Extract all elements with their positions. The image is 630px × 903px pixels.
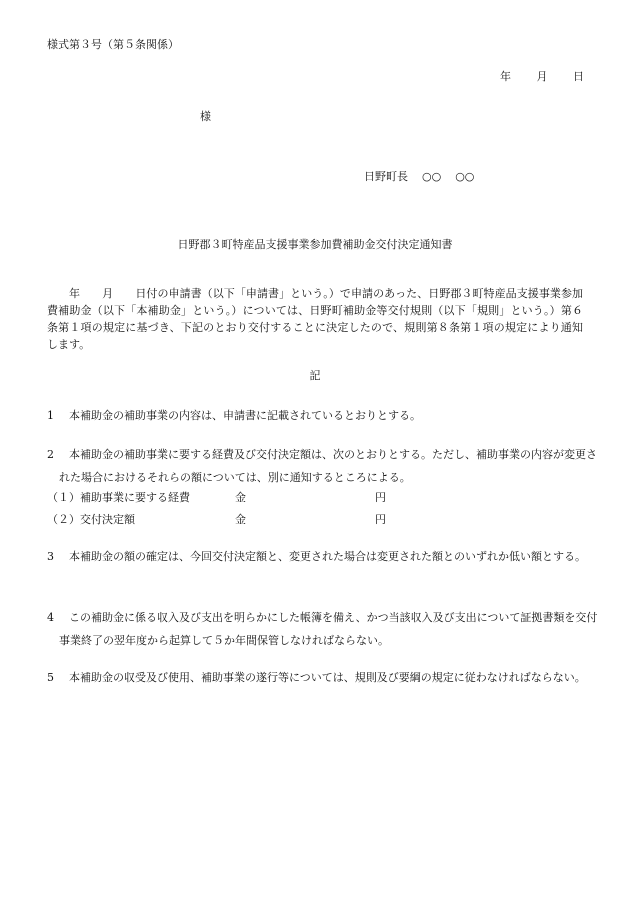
form-number: 様式第３号（第５条関係）	[47, 38, 179, 51]
item-text: この補助金に係る収入及び支出を明らかにした帳簿を備え、かつ当該収入及び支出について証拠書類を交付事業終了の翌年度から起算して５か年間保管しなければならない。	[59, 611, 598, 647]
sender-name-1: ○○	[422, 170, 442, 183]
item-number: 2	[47, 448, 54, 461]
body-paragraph: 年 月 日付の申請書（以下「申請書」という。）で申請のあった、日野郡３町特産品支援事業参加費補助金（以下「本補助金」という。）については、日野町補助金等交付規則（以下「規則」という。）第６条第１項の規定に基づき、下記のとおり交付することに決定したので、規則第８条第１項の規定により通知します。	[47, 287, 583, 351]
sender-title: 日野町長	[364, 170, 408, 183]
item-text: 本補助金の収受及び使用、補助事業の遂行等については、規則及び要綱の規定に従わなければならない。	[69, 671, 586, 684]
item-text: 本補助金の額の確定は、今回交付決定額と、変更された場合は変更された額とのいずれか低い額とする。	[69, 550, 586, 563]
sub-item-yen: 円	[375, 491, 386, 504]
sender	[364, 168, 474, 186]
sub-item	[47, 486, 386, 509]
sub-item-label: （１）補助事業に要する経費	[47, 491, 190, 504]
date-line: 年 月 日	[500, 70, 584, 83]
item-number: 3	[47, 550, 54, 563]
addressee: 様	[200, 110, 211, 123]
list-item	[47, 606, 599, 652]
sub-item	[47, 508, 386, 531]
list-item	[47, 443, 599, 489]
ki-heading: 記	[309, 369, 321, 382]
item-number: 4	[47, 611, 54, 624]
list-item	[47, 545, 599, 568]
sub-item-kin: 金	[235, 491, 246, 504]
item-number: 5	[47, 671, 54, 684]
item-number: 1	[47, 409, 54, 422]
sub-item-yen: 円	[375, 513, 386, 526]
sub-item-label: （２）交付決定額	[47, 513, 135, 526]
item-text: 本補助金の補助事業の内容は、申請書に記載されているとおりとする。	[69, 409, 421, 422]
list-item	[47, 404, 599, 427]
sender-name-2: ○○	[455, 170, 475, 183]
item-text: 本補助金の補助事業に要する経費及び交付決定額は、次のとおりとする。ただし、補助事業の内容が変更された場合におけるそれらの額については、別に通知するところによる。	[59, 448, 597, 484]
list-item	[47, 666, 599, 689]
document-title: 日野郡３町特産品支援事業参加費補助金交付決定通知書	[177, 238, 453, 251]
sub-item-kin: 金	[235, 513, 246, 526]
